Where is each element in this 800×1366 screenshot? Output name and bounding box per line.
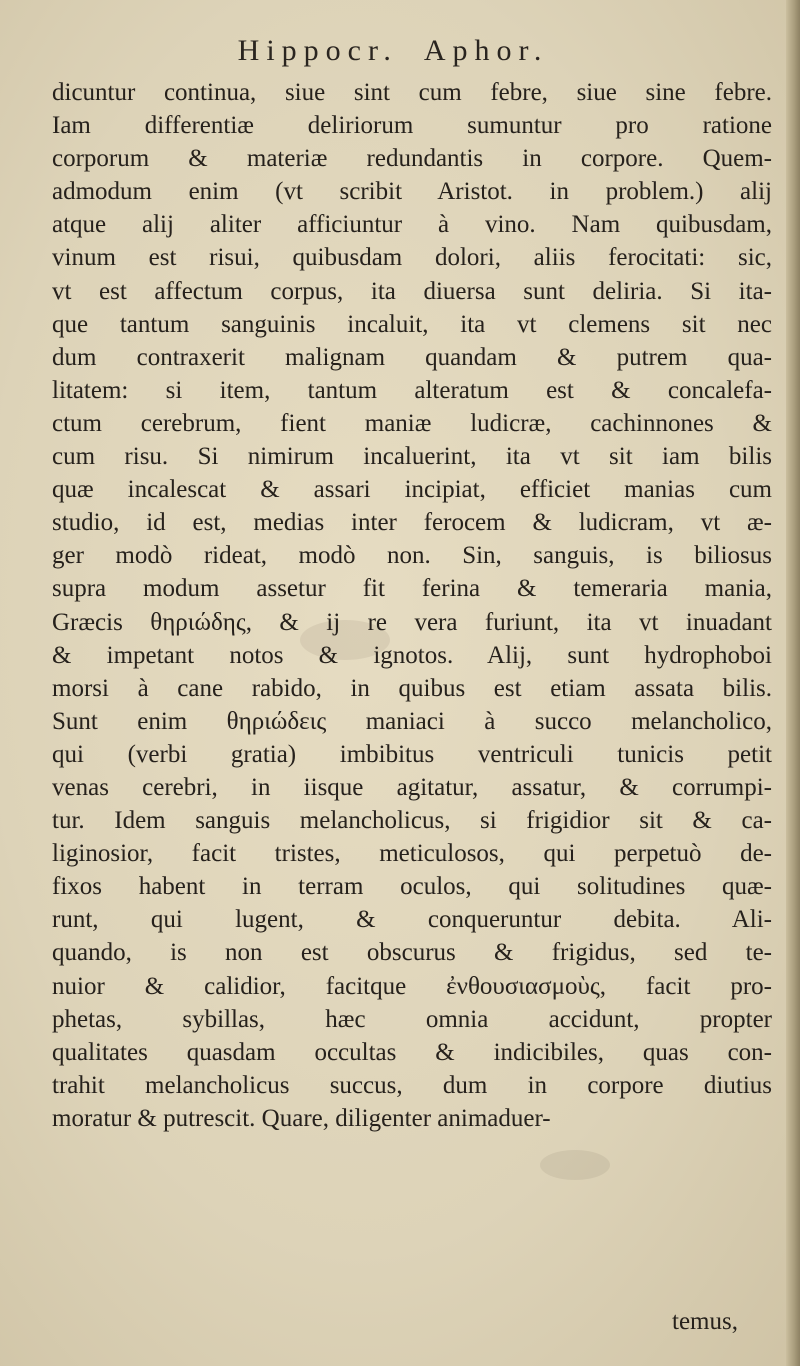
text-line: dicuntur continua, siue sint cum febre, siue sine febre. [52,79,772,106]
text-line: dum contraxerit malignam quandam & putrem qua- [52,343,772,371]
text-line: vinum est risui, quibusdam dolori, aliis ferocitati: sic, [52,244,772,272]
text-line: ctum cerebrum, fient maniæ ludicræ, cachinnones & [52,409,772,437]
text-line: supra modum assetur fit ferina & temeraria mania, [52,575,772,603]
running-head-right: Aphor. [423,34,549,67]
text-line: fixos habent in terram oculos, qui solitudines quæ- [52,873,772,901]
text-line: quæ incalescat & assari incipiat, efficiet manias cum [52,476,772,504]
text-line: tur. Idem sanguis melancholicus, si frigidior sit & ca- [52,807,772,835]
text-line: morsi à cane rabido, in quibus est etiam assata bilis. [52,674,772,702]
text-line: Iam differentiæ deliriorum sumuntur pro ratione [52,112,772,140]
running-head [0,34,786,68]
text-line: Sunt enim θηριώδεις maniaci à succo melancholico, [52,707,772,735]
text-line: litatem: si item, tantum alteratum est & concalefa- [52,376,772,404]
page-edge-shadow [786,0,800,1366]
text-line: corporum & materiæ redundantis in corpore. Quem- [52,145,772,173]
text-line: cum risu. Si nimirum incaluerint, ita vt sit iam bilis [52,443,772,471]
text-line: admodum enim (vt scribit Aristot. in problem.) alij [52,178,772,206]
paper-stain [540,1150,610,1180]
text-line: moratur & putrescit. Quare, diligenter animaduer- [52,1104,551,1132]
running-head-left: Hippocr. [237,34,398,67]
text-line: que tantum sanguinis incaluit, ita vt clemens sit nec [52,310,772,338]
text-line: phetas, sybillas, hæc omnia accidunt, propter [52,1005,772,1033]
text-line: qualitates quasdam occultas & indicibiles, quas con- [52,1038,772,1066]
body-text [52,76,772,1135]
text-line: & impetant notos & ignotos. Alij, sunt hydrophoboi [52,641,772,669]
text-line: vt est affectum corpus, ita diuersa sunt deliria. Si ita- [52,277,772,305]
text-line: qui (verbi gratia) imbibitus ventriculi tunicis petit [52,740,772,768]
text-line: liginosior, facit tristes, meticulosos, qui perpetuò de- [52,840,772,868]
text-line: atque alij aliter afficiuntur à vino. Nam quibusdam, [52,211,772,239]
text-line: studio, id est, medias inter ferocem & ludicram, vt æ- [52,509,772,537]
text-line: Græcis θηριώδης, & ij re vera furiunt, ita vt inuadant [52,608,772,636]
text-line: trahit melancholicus succus, dum in corpore diutius [52,1071,772,1099]
text-line: nuior & calidior, facitque ἐνθουσιασμοὺς, facit pro- [52,972,772,1000]
text-line: quando, is non est obscurus & frigidus, sed te- [52,939,772,967]
text-line: venas cerebri, in iisque agitatur, assatur, & corrumpi- [52,773,772,801]
text-line: ger modò rideat, modò non. Sin, sanguis, is biliosus [52,542,772,570]
text-line: runt, qui lugent, & conqueruntur debita. Ali- [52,906,772,934]
catchword: temus, [672,1308,738,1335]
